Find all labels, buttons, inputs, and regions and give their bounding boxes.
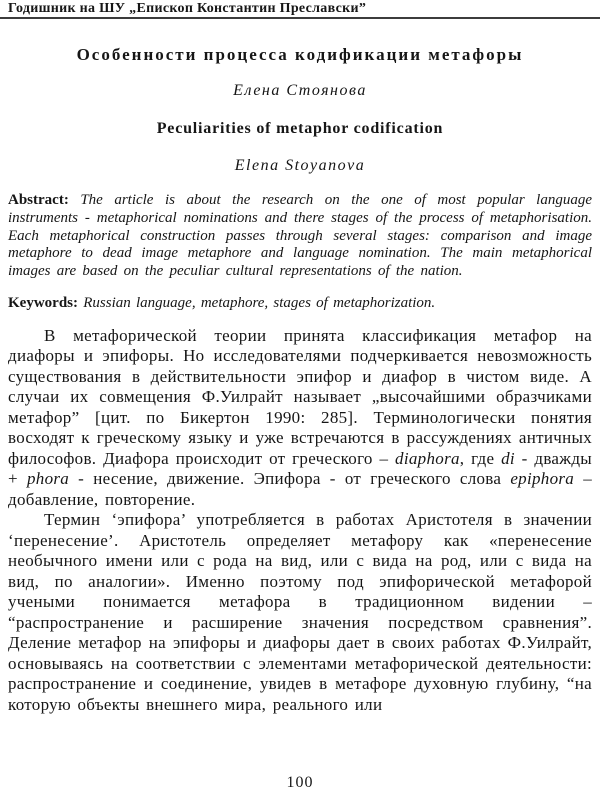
running-header-text: Годишник на ШУ „Епископ Константин Преславски” — [8, 1, 367, 16]
author-name-russian: Елена Стоянова — [233, 82, 367, 99]
body-p1-text: В метафорической теории принята классификация метафор на диафоры и эпифоры. Но исследователями подчеркивается невозможность существования в действительности эпифор и диафор в чистом виде. А случаи их совмещения Ф.Уилрайт называет „высочайшими образчиками метафор” [цит. по Бикертон 1990: 285]. Терминологически понятия восходят к греческому языку и уже встречаются в рассуждениях античных философов. Диафора происходит от греческого – — [8, 325, 592, 468]
body-p1-text: - несение, движение. Эпифора - от греческого слова — [69, 469, 511, 489]
article-body — [8, 326, 592, 716]
body-paragraph-1 — [8, 326, 592, 511]
term-epiphora: epiphora — [510, 469, 575, 489]
running-header — [8, 2, 592, 16]
term-di: di — [501, 448, 515, 468]
abstract-section — [8, 192, 592, 281]
keywords-section — [8, 294, 592, 312]
term-phora: phora — [26, 469, 70, 489]
keywords-label: Keywords: — [8, 294, 78, 311]
body-p1-text: - дважды + — [8, 448, 592, 489]
header-rule — [0, 17, 600, 19]
abstract-text: The article is about the research on the one of most popular language instruments - metaphorical nominations and there stages of the process of metaphorisation. Each metaphorical construction passes through several stages: comparison and image metaphore to dead image metaphore and language nomination. The main metaphorical images are based on the peculiar cultural representations of the nation. — [8, 192, 593, 280]
page-number: 100 — [286, 774, 314, 791]
body-paragraph-2: Термин ‘эпифора’ употребляется в работах Аристотеля в значении ‘перенесение’. Аристотель определяет метафору как «перенесение необычного имени или с рода на вид, или с вида на род, или с вида на вид, по аналогии». Именно поэтому под эпифорической метафорой учеными понимается метафора в традиционном видении – “распространение и расширение значения посредством сравнения”. Деление метафор на эпифоры и диафоры дает в своих работах Ф.Уилрайт, основываясь на соответствии с элементами метафорической деятельности: распространение и соединение, увидев в метафоре духовную глубину, “на которую объекты внешнего мира, реального или — [8, 510, 592, 714]
author-name-english: Elena Stoyanova — [234, 157, 366, 174]
term-diaphora: diaphora — [395, 448, 460, 468]
body-p1-text: – добавление, повторение. — [8, 469, 592, 509]
body-p1-text: , где — [459, 448, 502, 468]
article-title-english: Peculiarities of metaphor codification — [156, 120, 444, 137]
abstract-label: Abstract: — [8, 192, 69, 208]
article-title-russian: Особенности процесса кодификации метафоры — [76, 45, 524, 64]
keywords-text: Russian language, metaphore, stages of metaphorization. — [83, 294, 436, 311]
